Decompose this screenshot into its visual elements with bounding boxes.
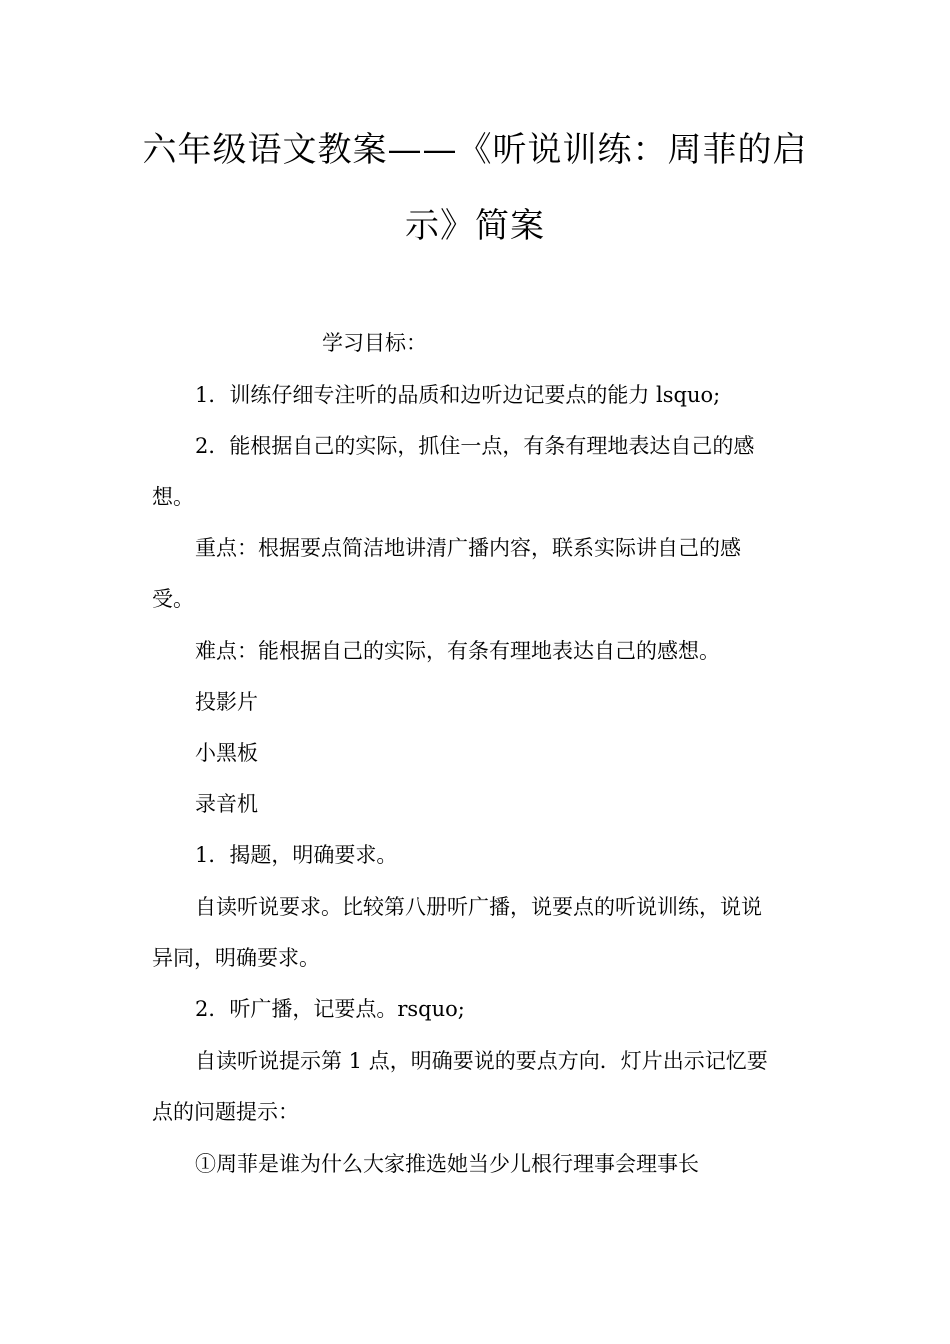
key-point-line-1: 重点：根据要点简洁地讲清广播内容，联系实际讲自己的感 <box>195 536 741 560</box>
objective-2-line-1: 2．能根据自己的实际，抓住一点，有条有理地表达自己的感 <box>195 434 755 458</box>
question-prompt-1: ①周菲是谁为什么大家推选她当少儿根行理事会理事长 <box>195 1152 699 1176</box>
title-line-2: 示》简案 <box>405 206 545 246</box>
step-2-text-line-2: 点的问题提示： <box>152 1100 299 1124</box>
step-1-text-line-2: 异同，明确要求。 <box>152 946 320 970</box>
material-tape-recorder: 录音机 <box>195 792 258 816</box>
title-line-1: 六年级语文教案——《听说训练：周菲的启 <box>142 130 808 170</box>
material-small-blackboard: 小黑板 <box>195 741 258 765</box>
step-1-heading: 1．揭题，明确要求。 <box>195 843 398 867</box>
step-2-text-line-1: 自读听说提示第 1 点，明确要说的要点方向．灯片出示记忆要 <box>195 1049 768 1073</box>
learning-objectives-heading: 学习目标： <box>322 331 427 355</box>
material-projector-slides: 投影片 <box>195 690 258 714</box>
key-point-line-2: 受。 <box>152 587 194 611</box>
step-2-heading: 2．听广播，记要点。rsquo; <box>195 997 465 1021</box>
step-1-text-line-1: 自读听说要求。比较第八册听广播，说要点的听说训练，说说 <box>195 895 762 919</box>
document-title <box>120 112 830 264</box>
objective-1: 1．训练仔细专注听的品质和边听边记要点的能力 lsquo; <box>195 383 721 407</box>
difficult-point: 难点：能根据自己的实际，有条有理地表达自己的感想。 <box>195 639 720 663</box>
objective-2-line-2: 想。 <box>152 485 194 509</box>
